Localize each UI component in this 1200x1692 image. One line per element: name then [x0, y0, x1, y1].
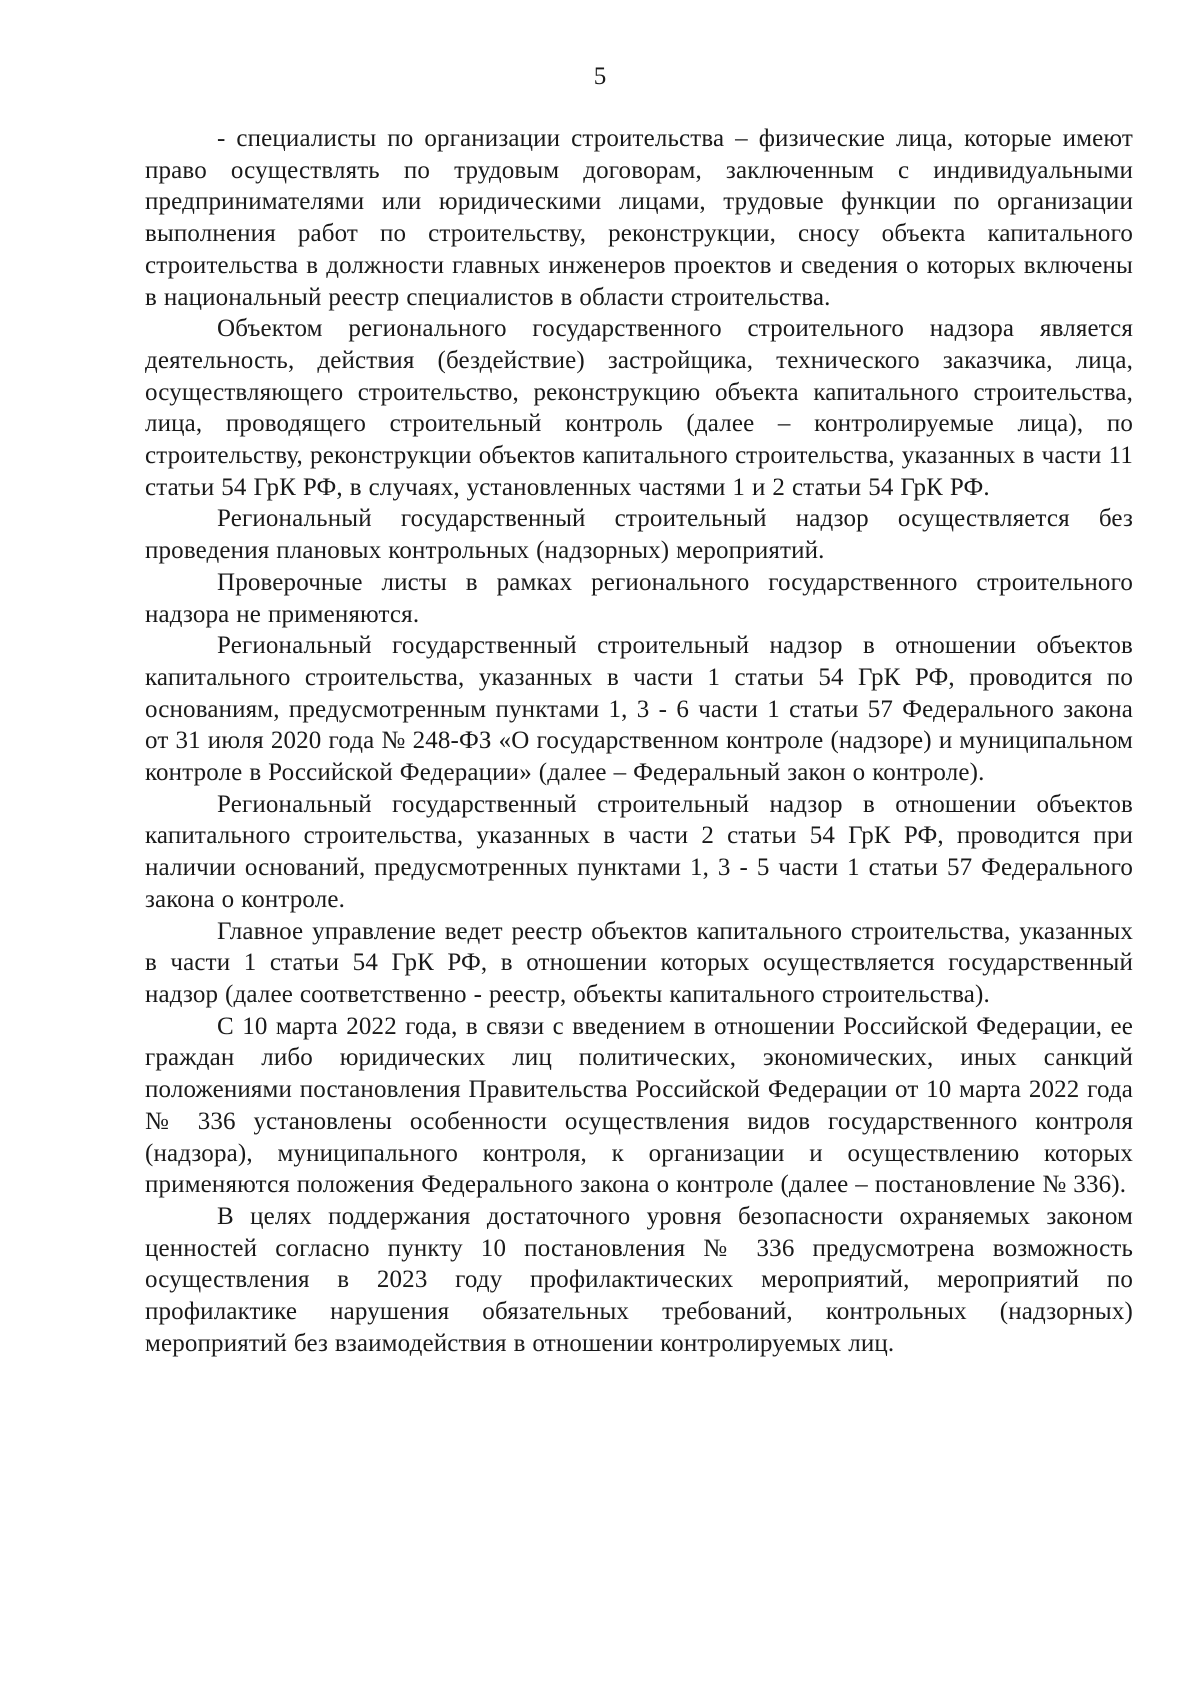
paragraph-construction-specialists: - специалисты по организации строительства – физические лица, которые имеют право осуществлять по трудовым договорам, заключенным с индивидуальными предпринимателями или юридическими лицами, трудовые функции по организации выполнения работ по строительству, реконструкции, сносу объекта капитального строительства в должности главных инженеров проектов и сведения о которых включены в национальный реестр специалистов в области строительства.	[145, 125, 1133, 311]
paragraph-grounds-part-2: Региональный государственный строительный надзор в отношении объектов капитального строительства, указанных в части 2 статьи 54 ГрК РФ, проводится при наличии оснований, предусмотренных пунктами 1, 3 - 5 части 1 статьи 57 Федерального закона о контроле.	[145, 790, 1133, 913]
paragraph-resolution-336: С 10 марта 2022 года, в связи с введением в отношении Российской Федерации, ее граждан либо юридических лиц политических, экономических, иных санкций положениями постановления Правительства Российской Федерации от 10 марта 2022 года № 336 установлены особенности осуществления видов государственного контроля (надзора), муниципального контроля, к организации и осуществлению которых применяются положения Федерального закона о контроле (далее – постановление № 336).	[145, 1012, 1133, 1199]
document-body	[145, 123, 1133, 1359]
paragraph-supervision-object: Объектом регионального государственного строительного надзора является деятельность, действия (бездействие) застройщика, технического заказчика, лица, осуществляющего строительство, реконструкцию объекта капитального строительства, лица, проводящего строительный контроль (далее – контролируемые лица), по строительству, реконструкции объектов капитального строительства, указанных в части 11 статьи 54 ГрК РФ, в случаях, установленных частями 1 и 2 статьи 54 ГрК РФ.	[145, 315, 1133, 501]
paragraph-grounds-part-1: Региональный государственный строительный надзор в отношении объектов капитального строительства, указанных в части 1 статьи 54 ГрК РФ, проводится по основаниям, предусмотренным пунктами 1, 3 - 6 части 1 статьи 57 Федерального закона от 31 июля 2020 года № 248-ФЗ «О государственном контроле (надзоре) и муниципальном контроле в Российской Федерации» (далее – Федеральный закон о контроле).	[145, 632, 1133, 787]
paragraph-registry: Главное управление ведет реестр объектов капитального строительства, указанных в части 1 статьи 54 ГрК РФ, в отношении которых осуществляется государственный надзор (далее соответственно - реестр, объекты капитального строительства).	[145, 917, 1133, 1008]
paragraph-prevention-measures: В целях поддержания достаточного уровня безопасности охраняемых законом ценностей согласно пункту 10 постановления № 336 предусмотрена возможность осуществления в 2023 году профилактических мероприятий, мероприятий по профилактике нарушения обязательных требований, контрольных (надзорных) мероприятий без взаимодействия в отношении контролируемых лиц.	[145, 1202, 1133, 1357]
paragraph-no-planned-measures: Региональный государственный строительный надзор осуществляется без проведения плановых контрольных (надзорных) мероприятий.	[145, 505, 1133, 565]
page-number: 5	[593, 63, 607, 90]
paragraph-checklists: Проверочные листы в рамках регионального государственного строительного надзора не применяются.	[145, 568, 1133, 628]
